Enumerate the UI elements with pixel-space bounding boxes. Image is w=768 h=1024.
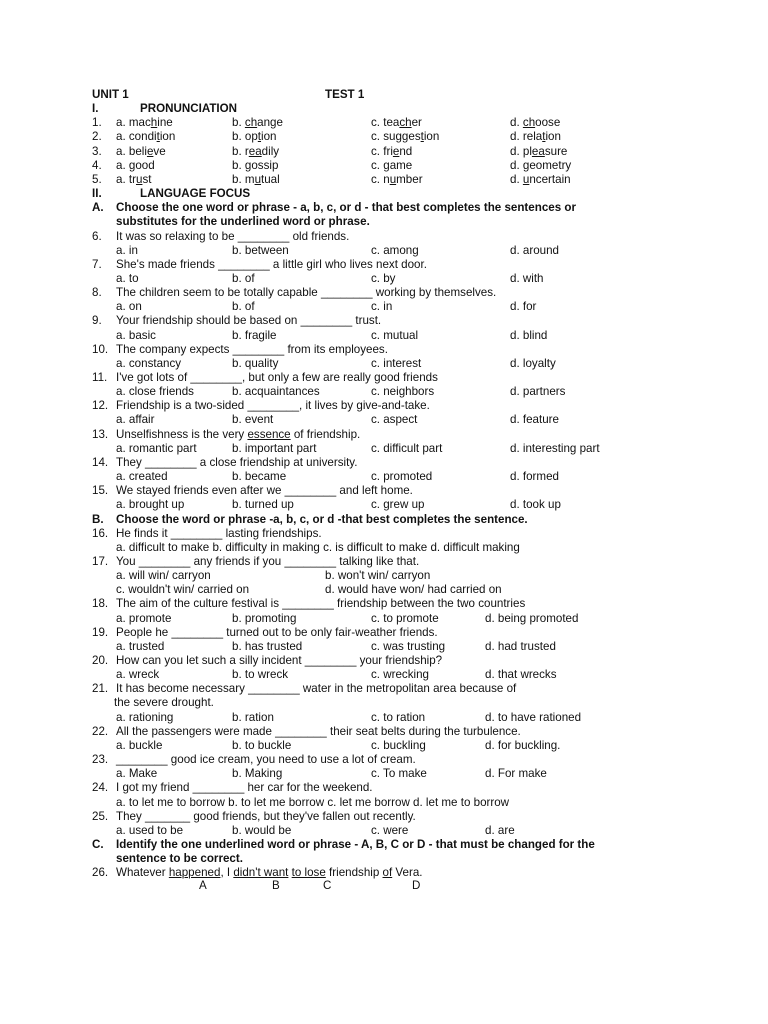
underlined-letters: h: [150, 116, 158, 130]
option-d: d. to have rationed: [485, 710, 582, 724]
text: , I: [220, 866, 234, 880]
question-text: The children seem to be totally capable ________ working by themselves.: [116, 286, 497, 300]
option-c: [371, 159, 412, 173]
question-text: People he ________ turned out to be only fair-weather friends.: [116, 625, 438, 639]
underlined-part: didn't want: [233, 866, 289, 880]
option-b: b. of: [232, 300, 255, 314]
option-d: d. blind: [510, 328, 548, 342]
section-number: I.: [92, 102, 99, 116]
question-number: 2.: [92, 130, 102, 144]
option-b: b. Making: [232, 767, 283, 781]
option-prefix: d. pl: [510, 144, 532, 158]
option-a: [116, 159, 155, 173]
underlined-letters: t: [542, 130, 546, 144]
option-c: c. promoted: [371, 470, 433, 484]
text: Whatever: [116, 866, 169, 880]
option-b: b. between: [232, 243, 289, 257]
option-prefix: a. condi: [116, 130, 157, 144]
option-b: [232, 130, 277, 144]
option-d: d. formed: [510, 470, 559, 484]
question-text: They ________ a close friendship at university.: [116, 455, 358, 469]
option-b: b. won't win/ carryon: [325, 569, 431, 583]
option-b: b. would be: [232, 823, 292, 837]
question-number: 22.: [92, 724, 109, 738]
text: of friendship.: [290, 427, 361, 441]
answer-label-D: D: [412, 879, 421, 893]
question-number: 24.: [92, 781, 109, 795]
option-c: c. by: [371, 271, 396, 285]
underlined-letters: g: [244, 158, 252, 172]
option-a: a. constancy: [116, 356, 182, 370]
option-b: b. important part: [232, 441, 317, 455]
option-prefix: c. sugges: [371, 130, 421, 144]
option-b: [232, 159, 278, 173]
question-number: 14.: [92, 455, 109, 469]
option-b: b. fragile: [232, 328, 277, 342]
section-title: PRONUNCIATION: [140, 102, 238, 116]
option-prefix: c. tea: [371, 116, 400, 130]
question-number: 26.: [92, 866, 109, 880]
option-b: b. acquaintances: [232, 385, 320, 399]
option-suffix: ion: [261, 130, 277, 144]
question-number: 11.: [92, 371, 108, 384]
section-title: LANGUAGE FOCUS: [140, 187, 251, 201]
option-c: c. were: [371, 823, 409, 837]
answer-label-C: C: [323, 879, 332, 893]
question-text: [116, 428, 360, 442]
option-prefix: c. n: [371, 172, 390, 186]
underlined-part: happened: [168, 866, 221, 880]
option-suffix: ood: [135, 158, 155, 172]
option-prefix: a.: [116, 158, 129, 172]
option-b: b. has trusted: [232, 639, 303, 653]
option-a: a. rationing: [116, 710, 174, 724]
question-text: [116, 866, 423, 880]
option-prefix: c. fri: [371, 144, 393, 158]
option-d: d. being promoted: [485, 611, 579, 625]
option-a: [116, 116, 173, 130]
section-number: II.: [92, 187, 102, 201]
underlined-letters: ch: [522, 116, 536, 130]
part-instruction: substitutes for the underlined word or phrase.: [116, 215, 370, 229]
option-suffix: ve: [153, 144, 166, 158]
option-a: a. trusted: [116, 639, 165, 653]
option-b: b. turned up: [232, 498, 294, 512]
question-text: I got my friend ________ her car for the weekend.: [116, 781, 373, 795]
options-line: a. difficult to make b. difficulty in making c. is difficult to make d. difficult making: [116, 540, 520, 554]
option-prefix: b. op: [232, 130, 258, 144]
option-d: d. For make: [485, 767, 547, 781]
question-text: She's made friends ________ a little girl who lives next door.: [116, 257, 427, 271]
question-number: 23.: [92, 753, 109, 767]
option-suffix: ion: [423, 130, 440, 144]
option-a: a. created: [116, 470, 168, 484]
question-text: It has become necessary ________ water in the metropolitan area because of: [116, 682, 517, 696]
question-number: 5.: [92, 172, 102, 186]
unit-title: UNIT 1: [92, 88, 129, 101]
answer-label-A: A: [199, 879, 207, 893]
option-a: a. buckle: [116, 738, 163, 752]
question-number: 8.: [92, 286, 102, 300]
option-prefix: b. r: [232, 144, 249, 158]
option-c: c. in: [371, 300, 393, 314]
option-d: d. that wrecks: [485, 668, 557, 682]
question-text: Your friendship should be based on ________ trust.: [116, 314, 382, 328]
option-a: a. close friends: [116, 385, 194, 399]
option-d: d. for buckling.: [485, 738, 561, 752]
question-text: How can you let such a silly incident ________ your friendship?: [116, 654, 443, 667]
option-d: d. around: [510, 243, 559, 257]
part-instruction: Identify the one underlined word or phrase - A, B, C or D - that must be changed for the: [116, 837, 595, 851]
option-a: a. affair: [116, 413, 155, 427]
option-d: d. for: [510, 300, 537, 314]
option-b: [232, 173, 280, 187]
underlined-letters: t: [156, 130, 160, 144]
option-prefix: b.: [232, 116, 245, 130]
question-text: All the passengers were made ________ their seat belts during the turbulence.: [116, 724, 521, 738]
question-number: 25.: [92, 809, 109, 823]
option-c: c. to ration: [371, 710, 426, 724]
part-letter: C.: [92, 837, 104, 851]
underlined-letters: u: [254, 172, 262, 186]
underlined-letters: ea: [248, 144, 262, 158]
option-b: [232, 145, 279, 159]
question-number: 6.: [92, 229, 102, 243]
part-instruction: Choose the word or phrase -a, b, c, or d -that best completes the sentence.: [116, 512, 528, 526]
option-a: a. wreck: [116, 668, 160, 682]
answer-label-B: B: [272, 879, 280, 893]
option-suffix: ncertain: [529, 172, 571, 186]
question-text: They _______ good friends, but they've fallen out recently.: [116, 809, 416, 823]
option-a: [116, 145, 166, 159]
question-text: the severe drought.: [114, 696, 214, 710]
option-d: d. interesting part: [510, 441, 600, 455]
option-suffix: ange: [257, 116, 283, 130]
question-text: The aim of the culture festival is ________ friendship between the two countries: [116, 597, 526, 611]
option-a: a. promote: [116, 611, 172, 625]
underlined-phrase: essence: [247, 427, 291, 441]
option-suffix: ame: [389, 158, 413, 172]
option-d: [510, 130, 561, 144]
question-number: 7.: [92, 257, 102, 271]
option-prefix: a. mac: [116, 116, 151, 130]
option-suffix: tual: [261, 172, 280, 186]
question-text: He finds it ________ lasting friendships.: [116, 526, 322, 540]
question-number: 15.: [92, 484, 109, 498]
option-suffix: oose: [535, 116, 561, 130]
underlined-letters: u: [522, 172, 530, 186]
option-suffix: st: [142, 172, 152, 186]
option-prefix: b.: [232, 158, 245, 172]
option-c: c. wouldn't win/ carried on: [116, 583, 250, 597]
option-c: c. neighbors: [371, 385, 435, 399]
question-number: 4.: [92, 158, 102, 172]
option-c: c. mutual: [371, 328, 419, 342]
question-number: 17.: [92, 554, 109, 568]
option-prefix: d.: [510, 116, 523, 130]
question-number: 19.: [92, 625, 109, 639]
question-number: 3.: [92, 144, 102, 158]
underlined-letters: ch: [244, 116, 258, 130]
option-suffix: eometry: [529, 158, 572, 172]
option-suffix: ossip: [251, 158, 279, 172]
option-a: a. to: [116, 271, 139, 285]
option-c: [371, 145, 412, 159]
option-b: b. event: [232, 413, 274, 427]
underlined-letters: ea: [531, 144, 545, 158]
underlined-part: of: [382, 866, 393, 880]
option-a: a. Make: [116, 767, 158, 781]
question-number: 9.: [92, 314, 102, 328]
option-d: d. with: [510, 271, 544, 285]
option-a: a. basic: [116, 328, 156, 342]
option-suffix: ine: [157, 116, 173, 130]
option-c: [371, 173, 423, 187]
question-text: It was so relaxing to be ________ old friends.: [116, 229, 350, 243]
question-number: 21.: [92, 682, 109, 696]
option-b: b. of: [232, 271, 255, 285]
test-title: TEST 1: [325, 88, 365, 101]
option-a: [116, 173, 151, 187]
option-a: a. on: [116, 300, 142, 314]
option-suffix: ion: [159, 130, 176, 144]
option-c: c. to promote: [371, 611, 439, 625]
question-number: 20.: [92, 654, 109, 667]
option-c: [371, 116, 422, 130]
underlined-letters: t: [420, 130, 424, 144]
option-b: b. to wreck: [232, 668, 289, 682]
question-text: I've got lots of ________, but only a few are really good friends: [116, 371, 438, 384]
question-text: ________ good ice cream, you need to use a lot of cream.: [116, 753, 416, 767]
option-c: c. To make: [371, 767, 427, 781]
option-d: [510, 116, 560, 130]
text: Unselfishness is the very: [116, 427, 248, 441]
option-b: b. promoting: [232, 611, 297, 625]
option-d: d. took up: [510, 498, 561, 512]
underlined-letters: u: [389, 172, 397, 186]
option-c: c. among: [371, 243, 419, 257]
option-a: a. romantic part: [116, 441, 197, 455]
option-d: d. loyalty: [510, 356, 556, 370]
option-b: b. ration: [232, 710, 274, 724]
option-a: a. brought up: [116, 498, 185, 512]
underlined-letters: ch: [399, 116, 412, 130]
option-prefix: a. beli: [116, 144, 147, 158]
option-d: d. would have won/ had carried on: [325, 583, 502, 597]
option-a: [116, 130, 175, 144]
option-prefix: d.: [510, 158, 523, 172]
option-c: [371, 130, 439, 144]
option-c: c. interest: [371, 356, 422, 370]
option-d: d. had trusted: [485, 639, 556, 653]
question-number: 16.: [92, 526, 109, 540]
option-suffix: ion: [545, 130, 561, 144]
part-instruction: Choose the one word or phrase - a, b, c, or d - that best completes the sentences or: [116, 201, 576, 215]
option-suffix: sure: [544, 144, 568, 158]
option-suffix: er: [411, 116, 422, 130]
option-d: [510, 173, 571, 187]
option-d: d. partners: [510, 385, 566, 399]
question-text: Friendship is a two-sided ________, it lives by give-and-take.: [116, 399, 430, 413]
question-number: 18.: [92, 597, 109, 611]
option-a: a. in: [116, 243, 138, 257]
option-d: d. are: [485, 823, 515, 837]
option-d: [510, 145, 567, 159]
question-number: 13.: [92, 427, 109, 441]
option-suffix: nd: [399, 144, 413, 158]
option-d: d. feature: [510, 413, 559, 427]
option-c: c. wrecking: [371, 668, 429, 682]
option-prefix: c.: [371, 158, 384, 172]
option-a: a. will win/ carryon: [116, 569, 211, 583]
option-b: b. quality: [232, 356, 279, 370]
question-text: We stayed friends even after we ________ and left home.: [116, 484, 413, 498]
option-a: a. used to be: [116, 823, 184, 837]
question-number: 10.: [92, 342, 109, 356]
underlined-part: to lose: [291, 866, 326, 880]
options-line: a. to let me to borrow b. to let me borrow c. let me borrow d. let me to borrow: [116, 795, 510, 809]
part-letter: B.: [92, 512, 104, 526]
option-prefix: d. rela: [510, 130, 543, 144]
option-b: [232, 116, 283, 130]
option-c: c. aspect: [371, 413, 418, 427]
option-b: b. to buckle: [232, 738, 292, 752]
text: Vera.: [392, 866, 423, 880]
underlined-letters: e: [392, 144, 400, 158]
underlined-letters: u: [135, 172, 143, 186]
option-c: c. grew up: [371, 498, 425, 512]
question-number: 1.: [92, 116, 102, 130]
option-c: c. was trusting: [371, 639, 446, 653]
option-b: b. became: [232, 470, 287, 484]
question-text: The company expects ________ from its employees.: [116, 342, 388, 356]
option-c: c. buckling: [371, 738, 426, 752]
underlined-letters: g: [383, 158, 390, 172]
option-suffix: dily: [261, 144, 280, 158]
underlined-letters: e: [146, 144, 154, 158]
question-text: You ________ any friends if you ________ talking like that.: [116, 554, 420, 568]
question-number: 12.: [92, 399, 109, 413]
part-instruction: sentence to be correct.: [116, 852, 243, 866]
option-suffix: mber: [396, 172, 423, 186]
option-prefix: d.: [510, 172, 523, 186]
option-c: c. difficult part: [371, 441, 443, 455]
option-prefix: a. tr: [116, 172, 136, 186]
underlined-letters: t: [257, 130, 262, 144]
underlined-letters: g: [128, 158, 136, 172]
underlined-letters: g: [522, 158, 530, 172]
option-prefix: b. m: [232, 172, 255, 186]
option-d: [510, 159, 571, 173]
text: friendship: [325, 866, 383, 880]
part-letter: A.: [92, 201, 104, 215]
